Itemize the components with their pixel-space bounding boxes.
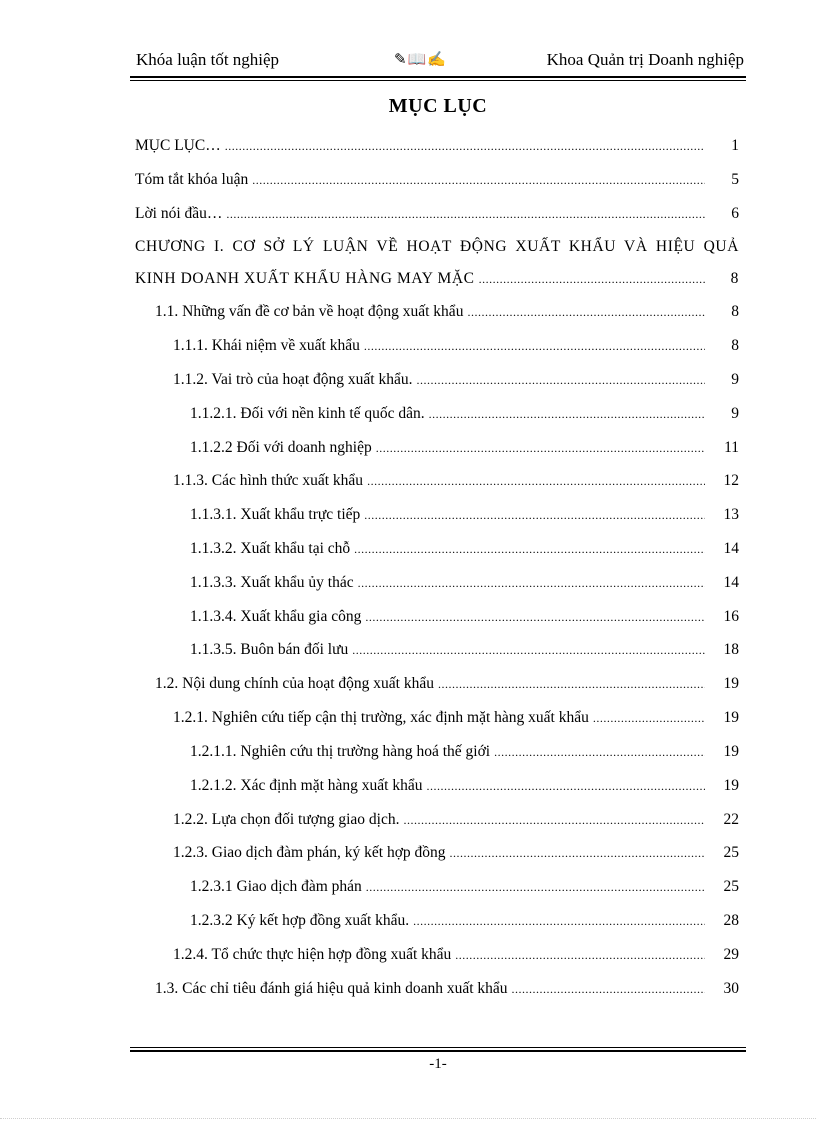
toc-entry[interactable]	[135, 268, 739, 290]
toc-entry[interactable]	[173, 944, 739, 966]
toc-leader	[226, 203, 705, 225]
toc-entry-text: 1.2.3. Giao dịch đàm phán, ký kết hợp đồng	[173, 844, 446, 861]
toc-entry-page: 14	[723, 574, 739, 591]
toc-entry-text: KINH DOANH XUẤT KHẨU HÀNG MAY MẶC	[135, 270, 475, 287]
toc-entry-page: 30	[723, 980, 739, 997]
toc-leader	[365, 606, 705, 628]
toc-entry[interactable]	[190, 910, 739, 932]
toc-leader	[426, 775, 705, 797]
toc-entry-page: 19	[723, 777, 739, 794]
toc-entry-page: 8	[731, 337, 739, 354]
toc-entry-page: 9	[731, 405, 739, 422]
toc-entry[interactable]	[173, 842, 739, 864]
toc-leader	[366, 876, 705, 898]
toc-leader	[429, 403, 705, 425]
toc-entry-text: 1.2.4. Tổ chức thực hiện hợp đồng xuất khẩu	[173, 946, 452, 963]
toc-entry-page: 16	[723, 608, 739, 625]
toc-entry-text: 1.1. Những vấn đề cơ bản về hoạt động xuất khẩu	[155, 303, 464, 320]
toc-entry-page: 25	[723, 878, 739, 895]
toc-leader	[364, 335, 705, 357]
toc-entry-page: 25	[723, 844, 739, 861]
toc-entry-text: 1.1.3.3. Xuất khẩu ủy thác	[190, 574, 354, 591]
toc-leader	[467, 301, 705, 323]
toc-entry-page: 22	[723, 811, 739, 828]
toc-entry-text: 1.1.2. Vai trò của hoạt động xuất khẩu.	[173, 371, 413, 388]
toc-entry-text: 1.1.3. Các hình thức xuất khẩu	[173, 472, 364, 489]
toc-entry[interactable]	[190, 437, 739, 459]
toc-entry[interactable]	[190, 538, 739, 560]
toc-entry[interactable]	[155, 978, 739, 1000]
toc-leader	[376, 437, 705, 459]
toc-leader	[358, 572, 705, 594]
toc-entry-text: 1.1.3.2. Xuất khẩu tại chỗ	[190, 540, 351, 557]
toc-leader	[450, 842, 705, 864]
page-number: -1-	[429, 1056, 447, 1072]
toc-leader	[593, 707, 705, 729]
toc-entry-page: 6	[731, 205, 739, 222]
toc-entry[interactable]	[135, 135, 739, 157]
toc-entry[interactable]	[135, 169, 739, 191]
toc-entry-text: 1.2. Nội dung chính của hoạt động xuất khẩu	[155, 675, 434, 692]
toc-leader	[479, 268, 705, 290]
toc-entry[interactable]	[190, 606, 739, 628]
toc-entry-text: 1.2.1.1. Nghiên cứu thị trường hàng hoá thế giới	[190, 743, 491, 760]
toc-entry-text: 1.1.3.4. Xuất khẩu gia công	[190, 608, 362, 625]
toc-entry[interactable]	[173, 707, 739, 729]
toc-entry[interactable]	[173, 335, 739, 357]
toc-entry[interactable]	[190, 504, 739, 526]
toc-entry-page: 29	[723, 946, 739, 963]
toc-entry[interactable]	[190, 403, 739, 425]
toc-entry[interactable]	[173, 470, 739, 492]
toc-entry-text: 1.2.2. Lựa chọn đối tượng giao dịch.	[173, 811, 400, 828]
toc-entry-text: 1.1.2.1. Đối với nền kinh tế quốc dân.	[190, 405, 425, 422]
toc-entry-page: 18	[723, 641, 739, 658]
toc-entry-page: 11	[724, 439, 739, 456]
toc-entry-page: 8	[731, 303, 739, 320]
toc-leader	[455, 944, 705, 966]
header-faculty-label: Khoa Quản trị Doanh nghiệp	[546, 50, 744, 69]
toc-entry-page: 19	[723, 675, 739, 692]
toc-leader	[494, 741, 705, 763]
toc-entry-text: 1.2.1.2. Xác định mặt hàng xuất khẩu	[190, 777, 423, 794]
toc-entry-page: 1	[731, 137, 739, 154]
toc-leader	[352, 639, 705, 661]
toc-entry-text: MỤC LỤC…	[135, 137, 221, 154]
toc-entry-page: 13	[723, 506, 739, 523]
toc-leader	[403, 809, 705, 831]
toc-entry-text: 1.1.3.5. Buôn bán đối lưu	[190, 641, 349, 658]
toc-leader	[417, 369, 706, 391]
toc-entry-text: Tóm tắt khóa luận	[135, 171, 249, 188]
toc-entry[interactable]	[190, 876, 739, 898]
toc-entry[interactable]	[155, 673, 739, 695]
toc-entry-page: 14	[723, 540, 739, 557]
toc-leader	[413, 910, 705, 932]
toc-entry-text: Lời nói đầu…	[135, 205, 223, 222]
toc-entry[interactable]	[190, 639, 739, 661]
toc-entry[interactable]	[173, 369, 739, 391]
toc-entry[interactable]	[155, 301, 739, 323]
toc-entry-text: 1.1.3.1. Xuất khẩu trực tiếp	[190, 506, 361, 523]
toc-entry-text: 1.1.2.2 Đối với doanh nghiệp	[190, 439, 372, 456]
header-rule	[130, 76, 746, 78]
page-break-line	[0, 1118, 816, 1119]
header-thesis-label: Khóa luận tốt nghiệp	[136, 50, 280, 69]
toc-leader	[252, 169, 705, 191]
toc-leader	[354, 538, 705, 560]
toc-entry[interactable]	[190, 741, 739, 763]
header-ornament-icon: ✎📖✍	[394, 52, 447, 68]
footer-rule	[130, 1050, 746, 1052]
page-header	[132, 44, 746, 76]
toc-entry-text: 1.2.3.2 Ký kết hợp đồng xuất khẩu.	[190, 912, 410, 929]
footer-rule-thin	[130, 1047, 746, 1048]
toc-entry[interactable]	[135, 203, 739, 225]
toc-leader	[438, 673, 705, 695]
page-title: MỤC LỤC	[388, 95, 488, 117]
toc-entry-text: 1.2.1. Nghiên cứu tiếp cận thị trường, xác định mặt hàng xuất khẩu	[173, 709, 589, 726]
toc-leader	[225, 135, 705, 157]
toc-entry-page: 8	[730, 270, 739, 287]
toc-leader	[512, 978, 705, 1000]
toc-entry-page: 19	[723, 743, 739, 760]
toc-entry-text: 1.2.3.1 Giao dịch đàm phán	[190, 878, 362, 895]
header-rule-thin	[130, 80, 746, 81]
toc-entry[interactable]	[190, 572, 739, 594]
toc-entry-page: 5	[731, 171, 739, 188]
toc-entry-text: 1.3. Các chỉ tiêu đánh giá hiệu quả kinh doanh xuất khẩu	[155, 980, 508, 997]
toc-entry-page: 28	[723, 912, 739, 929]
toc-leader	[367, 470, 705, 492]
toc-entry-text: 1.1.1. Khái niệm về xuất khẩu	[173, 337, 360, 354]
toc-entry[interactable]	[190, 775, 739, 797]
toc-entry-page: 19	[723, 709, 739, 726]
toc-entry-page: 9	[731, 371, 739, 388]
toc-entry[interactable]	[173, 809, 739, 831]
toc-entry-page: 12	[723, 472, 739, 489]
toc-chapter-heading[interactable]: CHƯƠNG I. CƠ SỞ LÝ LUẬN VỀ HOẠT ĐỘNG XUẤT KHẨU VÀ HIỆU QUẢ	[135, 238, 739, 255]
toc-leader	[364, 504, 705, 526]
